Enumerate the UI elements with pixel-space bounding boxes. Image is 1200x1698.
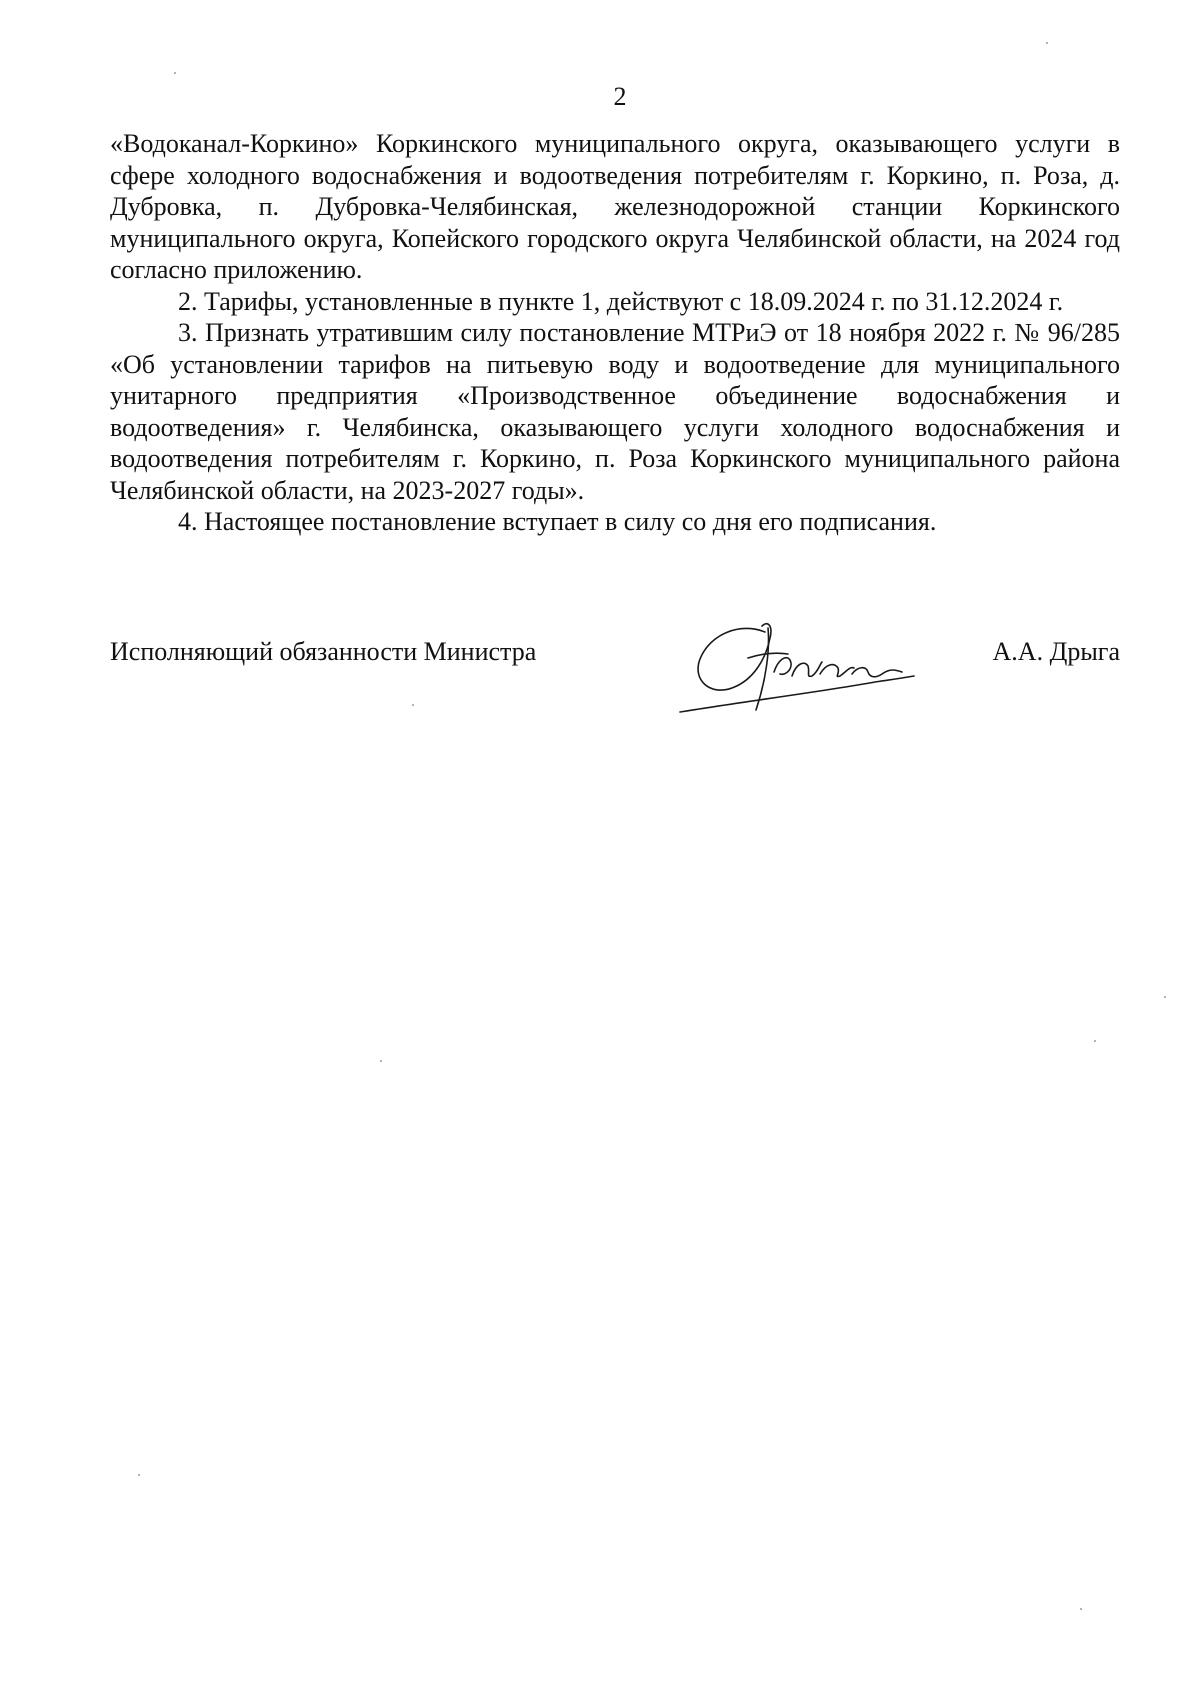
- signer-name: А.А. Дрыга: [992, 637, 1120, 666]
- scan-speck: [1094, 1040, 1096, 1042]
- document-body: [110, 128, 1120, 538]
- paragraph-continuation: «Водоканал-Коркино» Коркинского муниципального округа, оказывающего услуги в сфере холодного водоснабжения и водоотведения потребителям г. Коркино, п. Роза, д. Дубровка, п. Дубровка-Челябинская, железнодорожной станции Коркинского муниципального округа, Копейского городского округа Челябинской области, на 2024 год согласно приложению.: [110, 129, 1120, 284]
- signature-block: [110, 620, 1120, 730]
- scan-speck: [1046, 42, 1048, 44]
- page-number: 2: [613, 82, 627, 111]
- handwritten-signature: [670, 614, 930, 724]
- paragraph-item-4: 4. Настоящее постановление вступает в силу со дня его подписания.: [178, 507, 937, 536]
- paragraph-item-2: 2. Тарифы, установленные в пункте 1, действуют с 18.09.2024 г. по 31.12.2024 г.: [178, 286, 1064, 316]
- scan-speck: [174, 72, 176, 74]
- scan-speck: [1080, 1608, 1082, 1610]
- scan-speck: [412, 704, 414, 706]
- paragraph-item-3: 3. Признать утратившим силу постановление МТРиЭ от 18 ноября 2022 г. № 96/285 «Об установлении тарифов на питьевую воду и водоотведение для муниципального унитарного предприятия «Производственное объединение водоснабжения и водоотведения» г. Челябинска, оказывающего услуги холодного водоснабжения и водоотведения потребителям г. Коркино, п. Роза Коркинского муниципального района Челябинской области, на 2023-2027 годы».: [110, 318, 1120, 505]
- scan-speck: [380, 1060, 382, 1062]
- scan-speck: [1164, 996, 1166, 998]
- signer-position: Исполняющий обязанности Министра: [110, 637, 537, 666]
- scan-speck: [138, 1474, 140, 1476]
